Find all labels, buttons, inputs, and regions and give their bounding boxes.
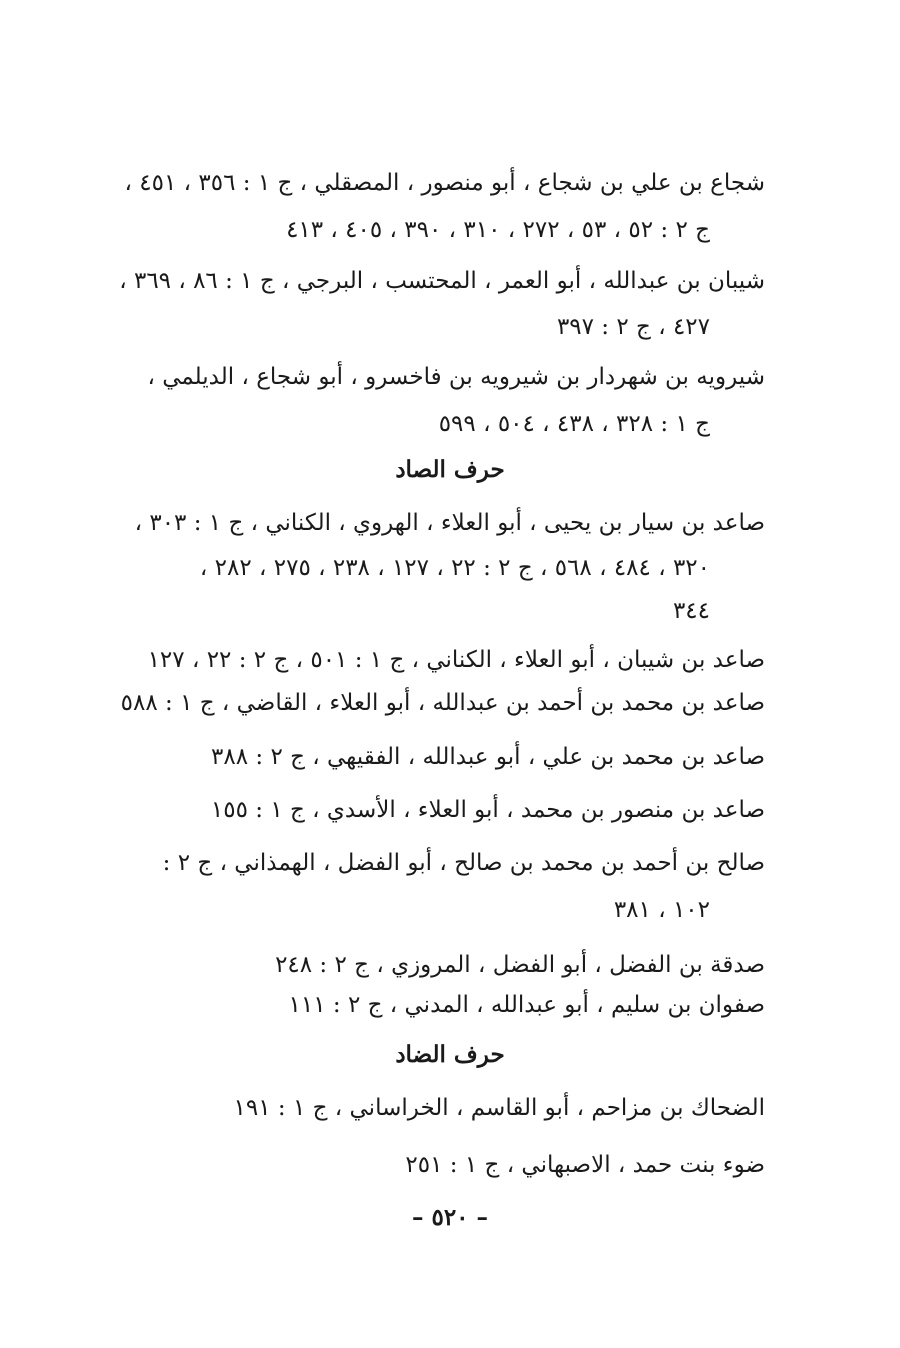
entry-continuation: ج ١ : ٣٢٨ ، ٤٣٨ ، ٥٠٤ ، ٥٩٩ bbox=[438, 411, 710, 437]
entry-line: صفوان بن سليم ، أبو عبدالله ، المدني ، ج ٢ : ١١١ bbox=[288, 992, 765, 1018]
entry-line: ضوء بنت حمد ، الاصبهاني ، ج ١ : ٢٥١ bbox=[405, 1152, 765, 1178]
entry-continuation: ٤٢٧ ، ج ٢ : ٣٩٧ bbox=[556, 314, 710, 340]
entry-continuation: ج ٢ : ٥٢ ، ٥٣ ، ٢٧٢ ، ٣١٠ ، ٣٩٠ ، ٤٠٥ ، ٤١٣ bbox=[286, 217, 710, 243]
entry-line: شيرويه بن شهردار بن شيرويه بن فاخسرو ، أبو شجاع ، الديلمي ، bbox=[147, 364, 765, 390]
entry-line: صدقة بن الفضل ، أبو الفضل ، المروزي ، ج ٢ : ٢٤٨ bbox=[275, 952, 765, 978]
page-number: – ٥٢٠ – bbox=[411, 1204, 489, 1231]
section-heading: حرف الصاد bbox=[395, 456, 505, 483]
entry-line: صاعد بن سيار بن يحيى ، أبو العلاء ، الهروي ، الكناني ، ج ١ : ٣٠٣ ، bbox=[134, 510, 765, 536]
entry-line: صاعد بن محمد بن علي ، أبو عبدالله ، الفقيهي ، ج ٢ : ٣٨٨ bbox=[211, 744, 765, 770]
entry-continuation: ١٠٢ ، ٣٨١ bbox=[613, 897, 710, 923]
entry-continuation: ٣٤٤ bbox=[672, 598, 710, 624]
entry-line: صالح بن أحمد بن محمد بن صالح ، أبو الفضل ، الهمذاني ، ج ٢ : bbox=[162, 850, 765, 876]
section-heading: حرف الضاد bbox=[395, 1041, 505, 1068]
entry-line: شجاع بن علي بن شجاع ، أبو منصور ، المصقلي ، ج ١ : ٣٥٦ ، ٤٥١ ، bbox=[124, 170, 765, 196]
entry-continuation: ٣٢٠ ، ٤٨٤ ، ٥٦٨ ، ج ٢ : ٢٢ ، ١٢٧ ، ٢٣٨ ، ٢٧٥ ، ٢٨٢ ، bbox=[199, 555, 710, 581]
entry-line: صاعد بن شيبان ، أبو العلاء ، الكناني ، ج ١ : ٥٠١ ، ج ٢ : ٢٢ ، ١٢٧ bbox=[147, 647, 765, 673]
entry-line: الضحاك بن مزاحم ، أبو القاسم ، الخراساني ، ج ١ : ١٩١ bbox=[233, 1095, 765, 1121]
entry-line: صاعد بن منصور بن محمد ، أبو العلاء ، الأسدي ، ج ١ : ١٥٥ bbox=[210, 797, 765, 823]
entry-line: شيبان بن عبدالله ، أبو العمر ، المحتسب ، البرجي ، ج ١ : ٨٦ ، ٣٦٩ ، bbox=[119, 268, 765, 294]
entry-line: صاعد بن محمد بن أحمد بن عبدالله ، أبو العلاء ، القاضي ، ج ١ : ٥٨٨ bbox=[120, 690, 765, 716]
